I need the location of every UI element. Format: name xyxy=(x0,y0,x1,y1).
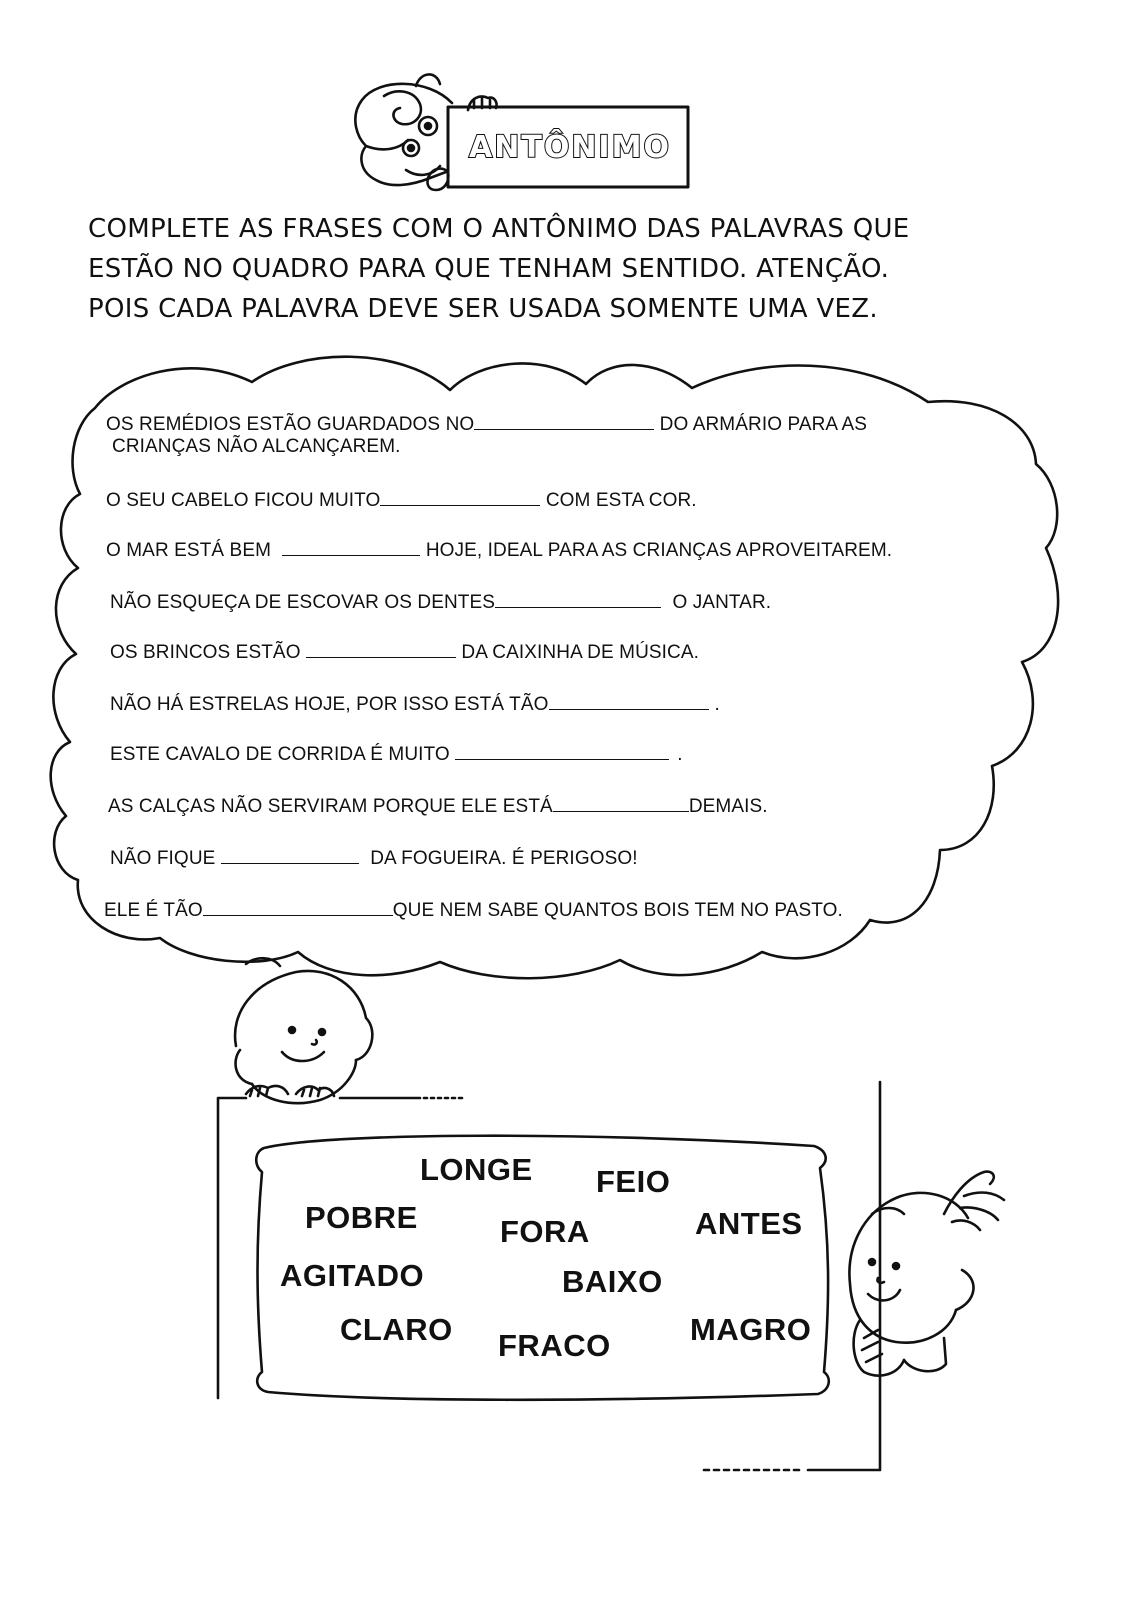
sentence-4 xyxy=(110,590,771,614)
sentence-3 xyxy=(106,538,892,562)
sentence-text: ESTE CAVALO DE CORRIDA É MUITO xyxy=(110,744,450,765)
word-longe: LONGE xyxy=(420,1152,533,1187)
sentence-5 xyxy=(110,640,699,664)
sentence-text: O SEU CABELO FICOU MUITO xyxy=(106,490,381,511)
word-fora: FORA xyxy=(500,1214,590,1249)
instruction-line: ESTÃO NO QUADRO PARA QUE TENHAM SENTIDO. ATENÇÃO. xyxy=(88,254,890,284)
sentence-text: ELE É TÃO xyxy=(104,900,203,921)
sentence-text: . xyxy=(677,744,683,765)
sentence-1-continuation xyxy=(112,436,401,458)
word-fraco: FRACO xyxy=(498,1328,611,1363)
sentence-text: AS CALÇAS NÃO SERVIRAM PORQUE ELE ESTÁ xyxy=(108,796,553,817)
sentence-text: NÃO ESQUEÇA DE ESCOVAR OS DENTES xyxy=(110,592,496,613)
answer-blank[interactable] xyxy=(221,846,359,864)
sentence-text: NÃO FIQUE xyxy=(110,848,216,869)
sentence-6 xyxy=(110,692,720,716)
worksheet-title: ANTÔNIMO xyxy=(469,130,671,165)
sentence-text: OS REMÉDIOS ESTÃO GUARDADOS NO xyxy=(106,414,475,435)
sentence-text: NÃO HÁ ESTRELAS HOJE, POR ISSO ESTÁ TÃO xyxy=(110,694,549,715)
sentence-text: DEMAIS. xyxy=(688,796,768,817)
sentence-9 xyxy=(110,846,638,870)
boy-character-icon xyxy=(235,958,372,1103)
answer-blank[interactable] xyxy=(495,590,661,608)
instruction-line: COMPLETE AS FRASES COM O ANTÔNIMO DAS PALAVRAS QUE xyxy=(88,214,910,244)
answer-blank[interactable] xyxy=(474,412,654,430)
answer-blank[interactable] xyxy=(549,692,709,710)
word-agitado: AGITADO xyxy=(280,1258,425,1293)
word-magro: MAGRO xyxy=(690,1312,812,1347)
word-claro: CLARO xyxy=(340,1312,453,1347)
girl-character-icon xyxy=(849,1172,1004,1376)
answer-blank[interactable] xyxy=(306,640,456,658)
sentence-text: DO ARMÁRIO PARA AS xyxy=(659,414,868,435)
sentence-8 xyxy=(108,794,768,818)
answer-blank[interactable] xyxy=(553,794,689,812)
sentence-text: HOJE, IDEAL PARA AS CRIANÇAS APROVEITAREM. xyxy=(425,540,893,561)
sentence-2 xyxy=(106,488,697,512)
sentence-text: O MAR ESTÁ BEM xyxy=(106,540,272,561)
sentence-text: CRIANÇAS NÃO ALCANÇAREM. xyxy=(112,436,401,457)
word-baixo: BAIXO xyxy=(562,1264,663,1299)
answer-blank[interactable] xyxy=(203,898,393,916)
word-antes: ANTES xyxy=(695,1206,803,1241)
sentence-1 xyxy=(106,412,867,436)
sentence-text: . xyxy=(714,694,720,715)
sentence-text: QUE NEM SABE QUANTOS BOIS TEM NO PASTO. xyxy=(392,900,843,921)
instruction-line: POIS CADA PALAVRA DEVE SER USADA SOMENTE UMA VEZ. xyxy=(88,294,878,324)
word-pobre: POBRE xyxy=(305,1200,418,1235)
sentence-10 xyxy=(104,898,843,922)
instructions xyxy=(88,209,1048,329)
sentence-7 xyxy=(110,742,683,766)
sentence-text: COM ESTA COR. xyxy=(545,490,697,511)
word-feio: FEIO xyxy=(596,1164,671,1199)
answer-blank[interactable] xyxy=(455,742,669,760)
sentence-text: DA CAIXINHA DE MÚSICA. xyxy=(461,642,700,663)
answer-blank[interactable] xyxy=(282,538,420,556)
sentence-text: OS BRINCOS ESTÃO xyxy=(110,642,301,663)
answer-blank[interactable] xyxy=(380,488,540,506)
sentence-text: O JANTAR. xyxy=(672,592,772,613)
sentence-text: DA FOGUEIRA. É PERIGOSO! xyxy=(370,848,638,869)
